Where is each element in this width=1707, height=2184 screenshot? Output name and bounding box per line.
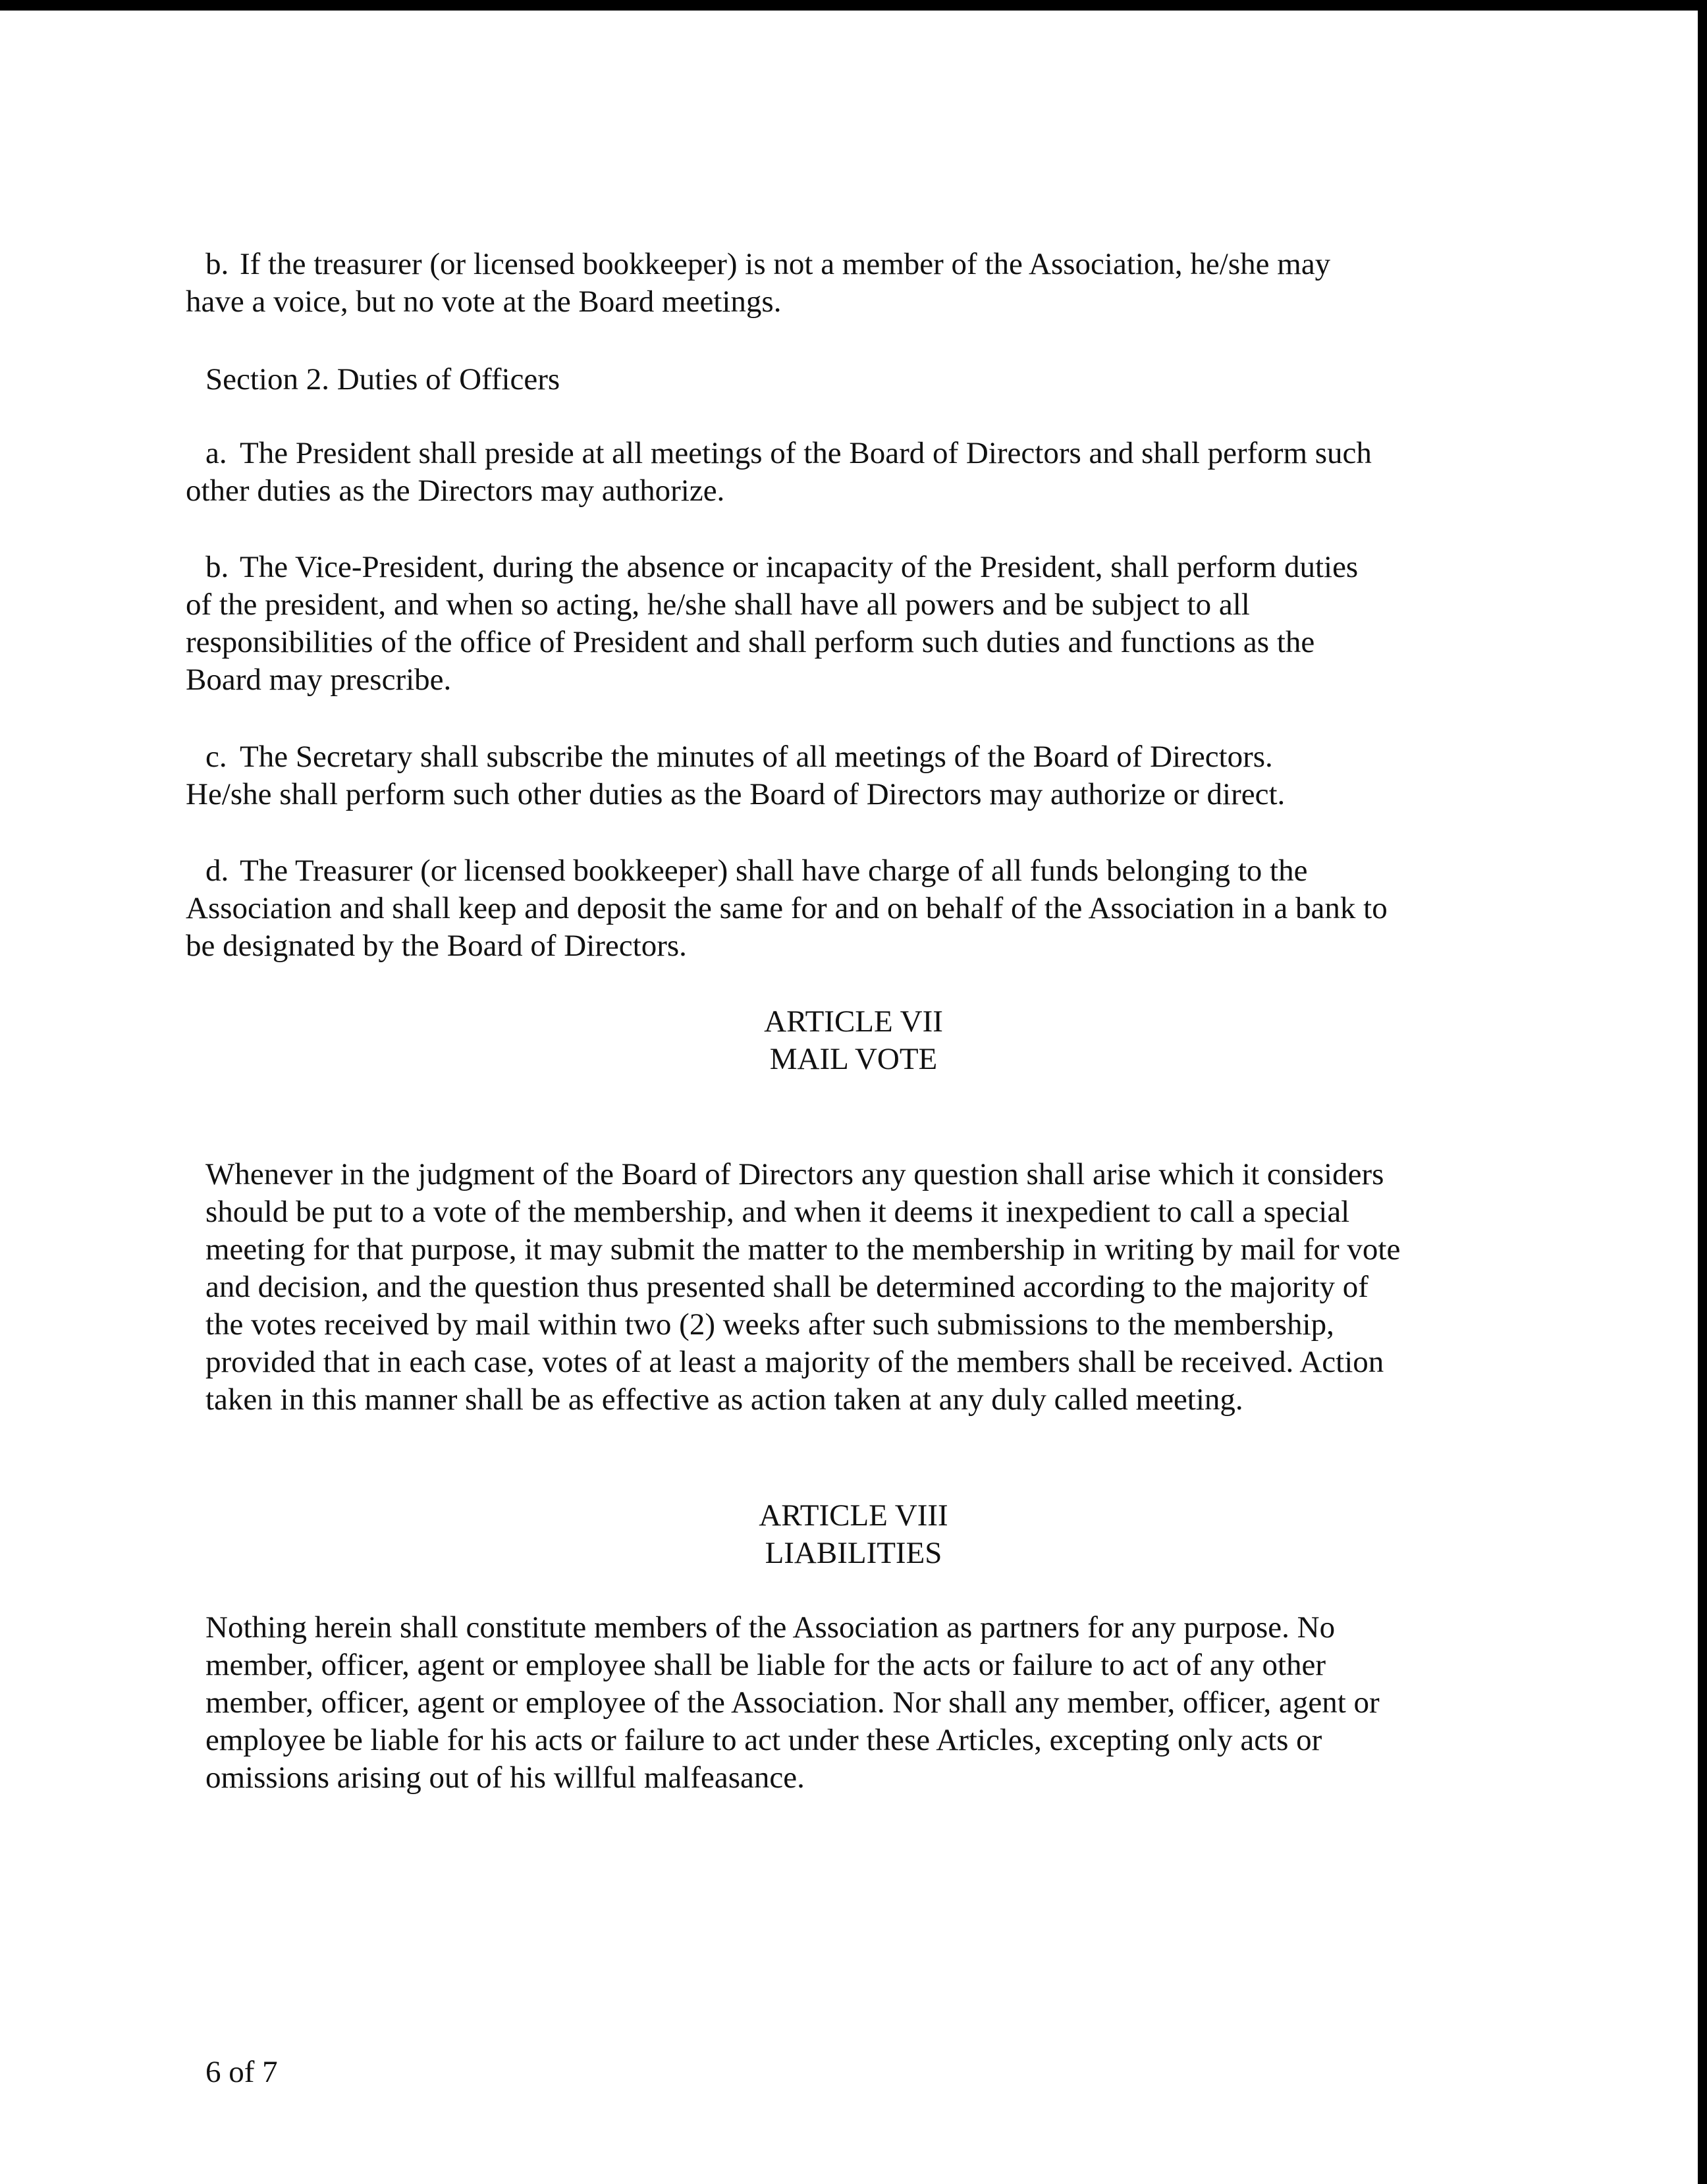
paragraph-line: of the president, and when so acting, he/she shall have all powers and be subject to all [186, 587, 1250, 622]
paragraph-line: the votes received by mail within two (2) weeks after such submissions to the membership, [205, 1307, 1334, 1342]
item-letter: c. [205, 740, 227, 774]
item-letter: b. [205, 550, 229, 584]
paragraph-line: have a voice, but no vote at the Board meetings. [186, 285, 782, 319]
article-number: ARTICLE VIII [759, 1498, 948, 1533]
article-number: ARTICLE VII [764, 1004, 943, 1039]
paragraph-line: d. The Treasurer (or licensed bookkeeper) shall have charge of all funds belonging to the [205, 852, 1388, 890]
page-number: 6 of 7 [205, 2055, 278, 2089]
article8-heading [0, 1497, 1707, 1572]
paragraph-line: b. The Vice-President, during the absence or incapacity of the President, shall perform duties [205, 549, 1358, 586]
section2-item-a [186, 435, 1372, 510]
article8-body [205, 1609, 1380, 1797]
paragraph-line: and decision, and the question thus presented shall be determined according to the majority of [205, 1270, 1368, 1304]
item-letter: d. [205, 854, 229, 888]
section2-item-c [186, 738, 1286, 813]
article7-heading [0, 1003, 1707, 1078]
paragraph-line: Association and shall keep and deposit the same for and on behalf of the Association in a bank to [186, 891, 1388, 925]
paragraph-line: member, officer, agent or employee shall be liable for the acts or failure to act of any other [205, 1648, 1326, 1682]
article-title: LIABILITIES [765, 1536, 942, 1570]
article-title: MAIL VOTE [769, 1042, 938, 1076]
paragraph-line: a. The President shall preside at all meetings of the Board of Directors and shall perform such [205, 435, 1372, 472]
paragraph-line: responsibilities of the office of President and shall perform such duties and functions as the [186, 625, 1315, 659]
paragraph-line: employee be liable for his acts or failure to act under these Articles, excepting only acts or [205, 1723, 1322, 1757]
section2-item-d [186, 852, 1388, 965]
paragraph-line: c. The Secretary shall subscribe the minutes of all meetings of the Board of Directors. [205, 738, 1285, 776]
paragraph-line: taken in this manner shall be as effective as action taken at any duly called meeting. [205, 1382, 1243, 1417]
section1-item-b [186, 246, 1331, 321]
item-letter: b. [205, 247, 229, 281]
paragraph-line: should be put to a vote of the membership, and when it deems it inexpedient to call a special [205, 1195, 1350, 1229]
section2-item-b [186, 549, 1359, 699]
paragraph-line: meeting for that purpose, it may submit the matter to the membership in writing by mail for vote [205, 1232, 1401, 1267]
paragraph-line: be designated by the Board of Directors. [186, 929, 687, 963]
paragraph-line: member, officer, agent or employee of the Association. Nor shall any member, officer, agent or [205, 1685, 1380, 1720]
paragraph-line: b. If the treasurer (or licensed bookkeeper) is not a member of the Association, he/she may [205, 246, 1330, 283]
paragraph-line: other duties as the Directors may authorize. [186, 474, 725, 508]
paragraph-line: provided that in each case, votes of at least a majority of the members shall be received. Action [205, 1345, 1384, 1379]
paragraph-line: Whenever in the judgment of the Board of Directors any question shall arise which it considers [205, 1157, 1384, 1191]
paragraph-line: omissions arising out of his willful malfeasance. [205, 1761, 805, 1795]
section-heading: Section 2. Duties of Officers [205, 362, 560, 396]
article7-body [205, 1156, 1400, 1419]
item-letter: a. [205, 436, 227, 470]
paragraph-line: Board may prescribe. [186, 663, 452, 697]
paragraph-line: He/she shall perform such other duties as the Board of Directors may authorize or direct. [186, 777, 1286, 811]
paragraph-line: Nothing herein shall constitute members of the Association as partners for any purpose. No [205, 1610, 1336, 1645]
